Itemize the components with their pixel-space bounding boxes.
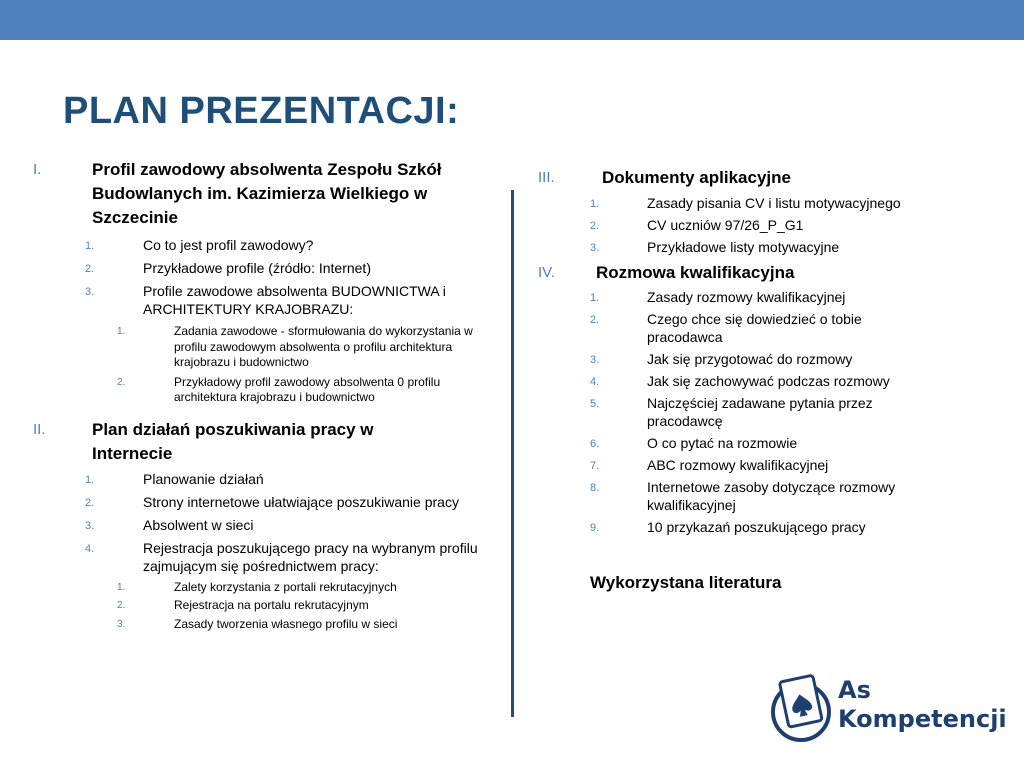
subitem-number: 2. (117, 600, 126, 611)
list-item (85, 259, 488, 277)
subitem-number: 1. (117, 326, 126, 337)
section-4 (538, 261, 998, 536)
item-text: Jak się zachowywać podczas rozmowy (647, 373, 890, 389)
item-text: Przykładowe profile (źródło: Internet) (143, 260, 371, 276)
logo-line-2: Kompetencji (838, 705, 1007, 733)
item-text: Planowanie działań (143, 470, 264, 487)
item-text: Co to jest profil zawodowy? (143, 237, 314, 253)
item-text: Strony internetowe ułatwiające poszukiwanie pracy (143, 493, 459, 510)
list-item (590, 478, 998, 514)
item-number: 6. (590, 438, 600, 450)
list-item (85, 516, 488, 534)
subitem-text: Rejestracja na portalu rekrutacyjnym (174, 598, 369, 612)
item-number: 1. (590, 198, 600, 210)
list-item (590, 288, 998, 306)
sublist-item (117, 598, 488, 614)
literature-heading: Wykorzystana literatura (590, 573, 782, 592)
item-number: 2. (590, 314, 600, 326)
item-text: ABC rozmowy kwalifikacyjnej (647, 457, 829, 473)
item-number: 4. (85, 542, 95, 555)
top-bar (0, 0, 1024, 40)
logo-line-1: As (838, 676, 871, 704)
item-number: 4. (590, 376, 600, 388)
section-title: Plan działań poszukiwania pracy w Internecie (92, 419, 374, 463)
item-text: Przykładowe listy motywacyjne (647, 239, 840, 255)
item-number: 3. (590, 242, 600, 254)
section-1 (33, 158, 488, 406)
item-number: 3. (85, 519, 95, 532)
subitem-text: Zalety korzystania z portali rekrutacyjnych (174, 579, 397, 594)
item-text: Profile zawodowe absolwenta BUDOWNICTWA i ARCHITEKTURY KRAJOBRAZU: (143, 283, 446, 317)
subitem-number: 1. (117, 581, 126, 593)
as-kompetencji-logo (770, 672, 1007, 744)
item-text: Zasady rozmowy kwalifikacyjnej (647, 289, 846, 305)
item-number: 8. (590, 482, 600, 494)
item-number: 9. (590, 522, 600, 534)
list-item (590, 372, 998, 390)
spade-card-icon (770, 672, 834, 744)
item-text: CV uczniów 97/26_P_G1 (647, 217, 804, 233)
section-title: Dokumenty aplikacyjne (602, 168, 791, 187)
section-3 (538, 166, 998, 256)
subitem-number: 2. (117, 376, 126, 388)
item-text: Czego chce się dowiedzieć o tobie pracodawca (647, 311, 862, 345)
list-item (590, 194, 998, 212)
item-number: 2. (85, 496, 95, 509)
list-item (590, 310, 998, 346)
item-number: 1. (85, 240, 95, 252)
item-text: 10 przykazań poszukującego pracy (647, 519, 866, 535)
list-item (590, 456, 998, 474)
left-column (33, 158, 488, 632)
item-text: Najczęściej zadawane pytania przez pracodawcę (647, 395, 873, 429)
subitem-number: 3. (117, 618, 126, 630)
list-item (85, 493, 488, 511)
list-item (590, 350, 998, 368)
sublist-item (117, 617, 488, 633)
list-item (590, 216, 998, 234)
section-number: III. (538, 169, 555, 186)
logo-text (838, 676, 1007, 734)
item-number: 2. (85, 263, 95, 275)
list-item (85, 236, 488, 254)
item-number: 5. (590, 398, 600, 410)
item-number: 1. (85, 473, 95, 486)
subitem-text: Zasady tworzenia własnego profilu w sieci (174, 616, 398, 631)
sublist-item (117, 580, 488, 596)
item-number: 2. (590, 220, 600, 232)
section-number: IV. (538, 264, 555, 281)
list-item (590, 434, 998, 452)
column-divider (511, 190, 514, 717)
page-title: PLAN PREZENTACJI: (63, 90, 460, 132)
sublist-item (117, 324, 488, 371)
item-text: Internetowe zasoby dotyczące rozmowy kwalifikacyjnej (647, 479, 896, 513)
item-number: 1. (590, 292, 600, 304)
item-number: 3. (85, 286, 95, 298)
list-item (590, 394, 998, 430)
list-item (85, 282, 488, 318)
item-number: 3. (590, 354, 600, 366)
item-number: 7. (590, 460, 600, 472)
section-title: Rozmowa kwalifikacyjna (596, 263, 795, 282)
list-item (85, 539, 488, 575)
item-text: Jak się przygotować do rozmowy (647, 351, 853, 367)
subitem-text: Zadania zawodowe - sformułowania do wykorzystania w profilu zawodowym absolwenta o profilu architektura krajobrazu i budownictwo (174, 324, 473, 369)
item-text: O co pytać na rozmowie (647, 435, 798, 451)
list-item (590, 238, 998, 256)
list-item (85, 470, 488, 488)
subitem-text: Przykładowy profil zawodowy absolwenta 0 profilu architektura krajobrazu i budownictwo (174, 374, 441, 404)
section-2 (33, 418, 488, 633)
sublist-item (117, 375, 488, 406)
section-number: II. (33, 420, 46, 438)
item-text: Zasady pisania CV i listu motywacyjnego (647, 195, 901, 211)
item-text: Absolwent w sieci (143, 516, 254, 533)
section-number: I. (33, 161, 42, 178)
section-title: Profil zawodowy absolwenta Zespołu Szkół Budowlanych im. Kazimierza Wielkiego w Szczecinie (92, 160, 442, 227)
item-text: Rejestracja poszukującego pracy na wybranym profilu zajmującym się pośrednictwem pracy: (143, 539, 478, 574)
right-column (538, 166, 998, 536)
list-item (590, 518, 998, 536)
